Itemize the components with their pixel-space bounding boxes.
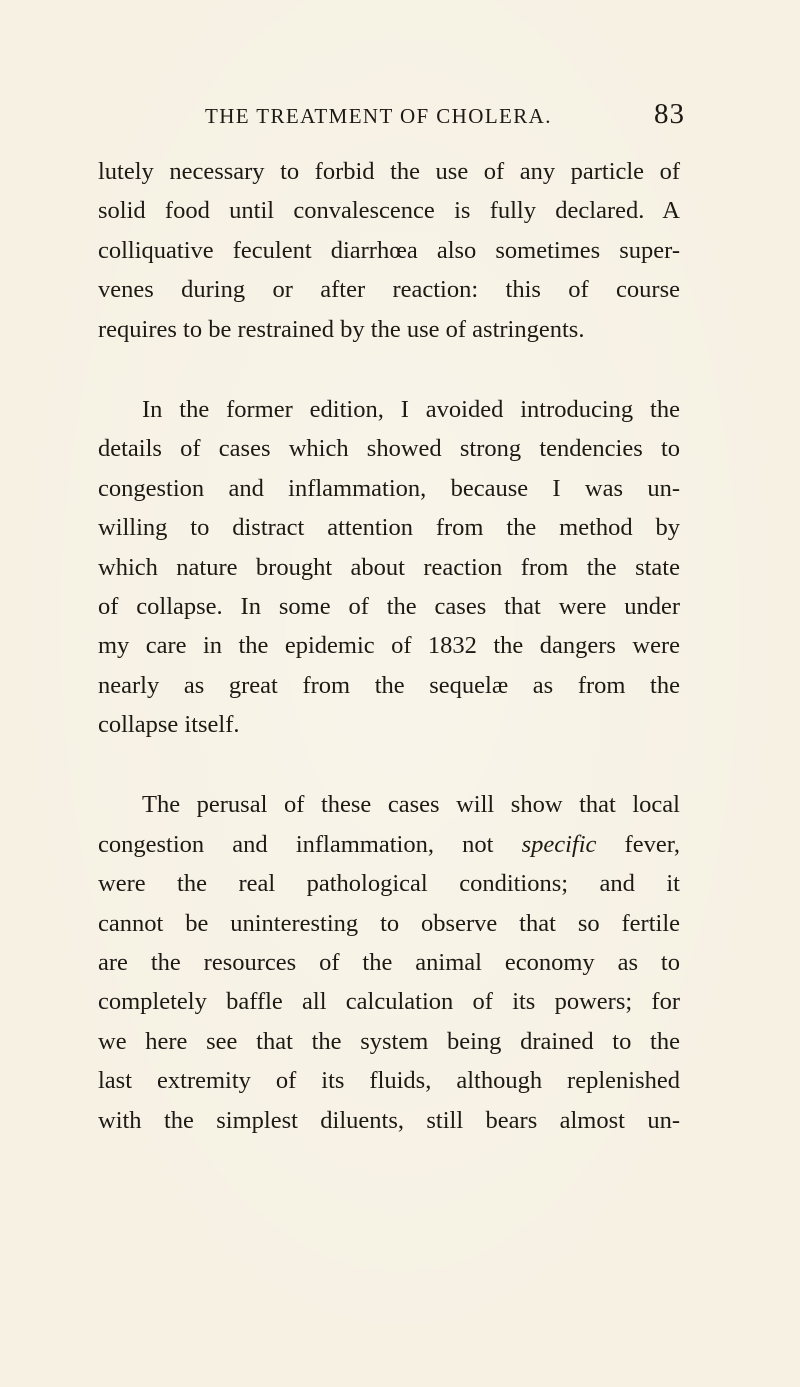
italic-term: specific xyxy=(521,830,597,858)
text-line: venes during or after reaction: this of course xyxy=(98,276,680,304)
text-line: nearly as great from the sequelæ as from the xyxy=(98,671,680,699)
text-line: which nature brought about reaction from the state xyxy=(98,553,680,581)
running-head xyxy=(205,98,685,138)
text-line: congestion and inflammation, because I was un- xyxy=(98,474,680,502)
text-line: lutely necessary to forbid the use of any particle of xyxy=(98,158,680,185)
text-line: details of cases which showed strong tendencies to xyxy=(98,435,680,463)
text-line: colliquative feculent diarrhœa also sometimes super- xyxy=(98,236,680,264)
text-line: we here see that the system being drained to the xyxy=(98,1027,680,1055)
text-segment: fever, xyxy=(596,830,681,858)
text-line: completely baffle all calculation of its powers; for xyxy=(98,988,680,1016)
paragraph-gap xyxy=(98,349,680,390)
text-line xyxy=(98,825,680,864)
text-line: collapse itself. xyxy=(98,711,240,739)
text-line: willing to distract attention from the method by xyxy=(98,514,680,542)
text-line: my care in the epidemic of 1832 the dangers were xyxy=(98,632,680,660)
paragraph-3 xyxy=(98,785,680,1140)
text-line: of collapse. In some of the cases that were under xyxy=(98,592,680,620)
running-title: THE TREATMENT OF CHOLERA. xyxy=(205,104,552,128)
text-line: cannot be uninteresting to observe that so fertile xyxy=(98,909,680,937)
body-text xyxy=(98,152,680,1140)
text-line: requires to be restrained by the use of astringents. xyxy=(98,315,585,343)
text-line: are the resources of the animal economy as to xyxy=(98,949,680,977)
text-line: were the real pathological conditions; and it xyxy=(98,870,680,898)
paragraph-2 xyxy=(98,390,680,745)
text-line: The perusal of these cases will show that local xyxy=(142,791,680,819)
paragraph-gap xyxy=(98,744,680,785)
text-segment: congestion and inflammation, not xyxy=(98,830,522,858)
text-line: In the former edition, I avoided introducing the xyxy=(142,395,680,423)
page-number: 83 xyxy=(654,98,685,130)
text-line: solid food until convalescence is fully declared. A xyxy=(98,197,680,225)
text-line: with the simplest diluents, still bears almost un- xyxy=(98,1106,680,1134)
text-line: last extremity of its fluids, although replenished xyxy=(98,1067,680,1095)
paragraph-1 xyxy=(98,152,680,349)
